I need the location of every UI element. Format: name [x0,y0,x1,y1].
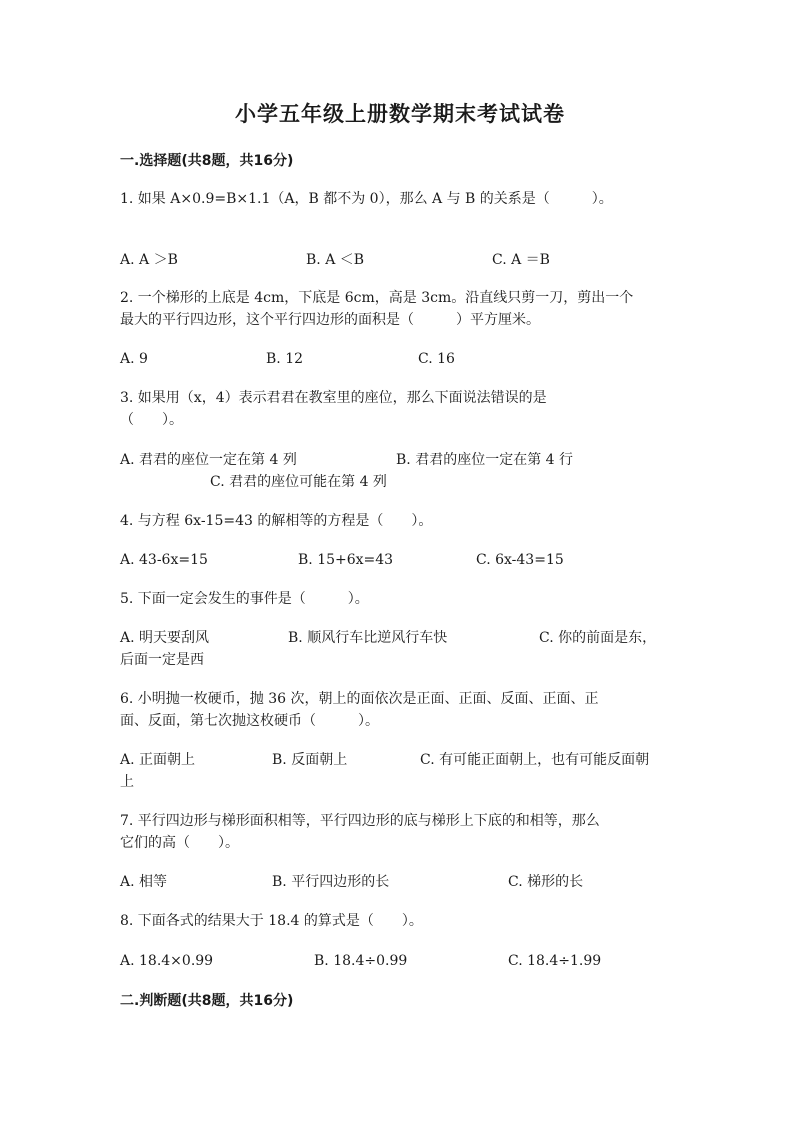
question-2-option-c: C. 16 [418,351,455,367]
question-6-option-c-continued: 上 [120,774,134,790]
question-5-option-c-continued: 后面一定是西 [120,652,204,668]
question-1-option-b: B. A ＜B [306,252,365,268]
question-5-option-a: A. 明天要刮风 [120,630,210,646]
question-3-option-a: A. 君君的座位一定在第 4 列 [120,452,297,468]
question-2-stem-line-2: 最大的平行四边形，这个平行四边形的面积是（ ）平方厘米。 [120,312,540,328]
question-7-option-b: B. 平行四边形的长 [272,874,390,890]
question-5-stem: 5. 下面一定会发生的事件是（ ）。 [120,591,369,607]
question-4-option-c: C. 6x-43=15 [476,552,564,568]
question-5-option-c: C. 你的前面是东， [539,630,657,646]
question-4-option-a: A. 43-6x=15 [120,552,208,568]
page-title: 小学五年级上册数学期末考试试卷 [235,102,565,126]
question-8-option-c: C. 18.4÷1.99 [508,953,602,969]
question-6-option-b: B. 反面朝上 [272,752,348,768]
question-8-option-a: A. 18.4×0.99 [120,953,214,969]
question-3-option-b: B. 君君的座位一定在第 4 行 [396,452,573,468]
question-3-stem-line-1: 3. 如果用（x，4）表示君君在教室里的座位，那么下面说法错误的是 [120,390,547,406]
question-2-option-b: B. 12 [266,351,304,367]
section-heading-choice: 一.选择题(共8题，共16分) [120,153,294,169]
question-2-stem-line-1: 2. 一个梯形的上底是 4cm，下底是 6cm，高是 3cm。沿直线只剪一刀，剪出一个 [120,290,634,306]
question-8-option-b: B. 18.4÷0.99 [314,953,408,969]
question-6-stem-line-1: 6. 小明抛一枚硬币，抛 36 次，朝上的面依次是正面、正面、反面、正面、正 [120,691,599,707]
question-6-option-c: C. 有可能正面朝上，也有可能反面朝 [420,752,650,768]
section-heading-true-false: 二.判断题(共8题，共16分) [120,993,294,1009]
question-7-option-c: C. 梯形的长 [508,874,584,890]
question-6-stem-line-2: 面、反面，第七次抛这枚硬币（ ）。 [120,713,379,729]
question-4-option-b: B. 15+6x=43 [298,552,394,568]
question-7-stem-line-2: 它们的高（ ）。 [120,835,239,851]
question-4-stem: 4. 与方程 6x-15=43 的解相等的方程是（ ）。 [120,513,433,529]
question-1-option-c: C. A ＝B [492,252,550,268]
question-3-option-c: C. 君君的座位可能在第 4 列 [210,474,387,490]
question-7-stem-line-1: 7. 平行四边形与梯形面积相等，平行四边形的底与梯形上下底的和相等，那么 [120,813,600,829]
question-5-option-b: B. 顺风行车比逆风行车快 [288,630,448,646]
question-1-option-a: A. A ＞B [120,252,178,268]
question-2-option-a: A. 9 [120,351,148,367]
question-3-stem-line-2: （ ）。 [120,412,183,428]
question-8-stem: 8. 下面各式的结果大于 18.4 的算式是（ ）。 [120,913,423,929]
question-6-option-a: A. 正面朝上 [120,752,196,768]
question-7-option-a: A. 相等 [120,874,168,890]
question-1-stem: 1. 如果 A×0.9=B×1.1（A，B 都不为 0），那么 A 与 B 的关系是（ ）。 [120,191,613,207]
